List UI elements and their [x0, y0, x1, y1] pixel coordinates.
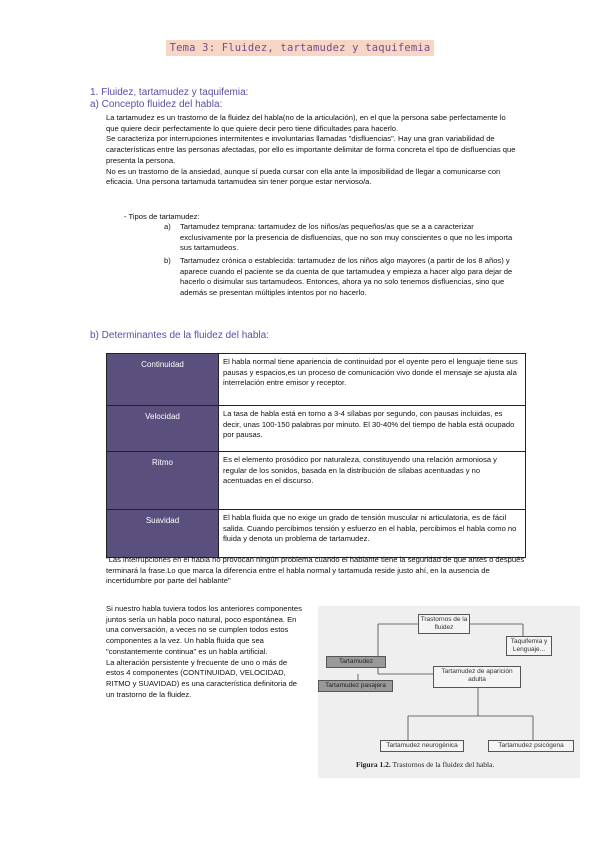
- table-value-cell: El habla normal tiene apariencia de continuidad por el oyente pero el lenguaje tiene sus pausas y espacios,es un proceso de comunicación vivo donde el mensaje se ajusta ala interrelación entre emisor y receptor.: [219, 354, 526, 406]
- table-row: [107, 354, 526, 406]
- section-heading-1b: b) Determinantes de la fluidez del habla:: [90, 330, 269, 341]
- figure-node-right: Taquifemia y Lenguaje...: [506, 636, 552, 656]
- figure-caption-number: Figura 1.2.: [356, 760, 391, 769]
- table-key-cell: Velocidad: [107, 406, 219, 452]
- title-wrap: [0, 38, 600, 56]
- components-paragraph: Si nuestro habla tuviera todos los anteriores componentes juntos sería un habla poco natural, poco espontánea. En una conversación, a veces no se cumplen todos estos componentes a la vez. Un habla fluida que sea "constantemente continua" es un habla artificial.: [106, 604, 302, 656]
- determinants-table: [106, 353, 526, 558]
- figure-node-stuttering: Tartamudez: [326, 656, 386, 668]
- table-key-cell: Ritmo: [107, 452, 219, 510]
- type-text: Tartamudez temprana: tartamudez de los niños/as pequeños/as que se a a caracterizar exclusivamente por la presencia de disfluencias, que no son muy conscientes o que no les importa sus tartamudeos.: [180, 222, 513, 252]
- figure-node-psychogenic: Tartamudez psicógena: [488, 740, 574, 752]
- table-row: [107, 452, 526, 510]
- type-label: a): [164, 222, 171, 231]
- intro-paragraph: Se caracteriza por interrupciones intermitentes e involuntarias llamadas "disfluencias". Hay una gran variabilidad de características entre las personas afectadas, por ello es importante delimitar de forma concreta el tipo de disfluencias que presenta la persona.: [106, 134, 516, 165]
- table-value-cell: Es el elemento prosódico por naturaleza, constituyendo una relación armoniosa y regular de los sonidos, basada en la distribución de sílabas acentuadas y no acentuadas en el discurso.: [219, 452, 526, 510]
- type-label: b): [164, 256, 171, 265]
- type-text: Tartamudez crónica o establecida: tartamudez de los niños algo mayores (a partir de los 8 años) y aparece cuando el paciente se da cuenta de que tartamudea y empieza a hacer algo para dejar de hacerlo o disimular sus tartamudeos. Entonces, ahora ya no solo tenemos disfluencias, sino que además se presentan múltiples intentos por no hacerlo.: [180, 256, 513, 297]
- section-heading-1: 1. Fluidez, tartamudez y taquifemia:: [90, 87, 249, 98]
- table-value-cell: El habla fluida que no exige un grado de tensión muscular ni articulatoria, es de fácil salida. Cuando percibimos tensión y esfuerzo en el habla, percibimos el habla como no fluida y denota un problema de tartamudez.: [219, 510, 526, 558]
- type-item-a: [164, 222, 514, 254]
- figure-node-adult-onset: Tartamudez de aparición adulta: [433, 666, 521, 688]
- quote-text: "Las interrupciones en el habla no provocan ningún problema cuando el hablante tiene la seguridad de que antes o después terminará la frase.Lo que marca la diferencia entre el habla normal y tartamuda reside justo ahí, en la ausencia de incertidumbre por parte del hablante": [106, 555, 525, 586]
- components-text: [106, 604, 306, 700]
- fluency-disorders-figure: [318, 606, 580, 778]
- figure-caption-text: Trastornos de la fluidez del habla.: [392, 760, 495, 769]
- intro-paragraph: La tartamudez es un trastorno de la fluidez del habla(no de la articulación), en el que la persona sabe perfectamente lo que quiere decir perfectamente lo que quiere decir pero tiene dificultades para hacerlo.: [106, 113, 506, 133]
- table-row: [107, 510, 526, 558]
- section-heading-1a: a) Concepto fluidez del habla:: [90, 99, 223, 110]
- figure-node-top: Trastornos de la fluidez: [418, 614, 470, 634]
- table-row: [107, 406, 526, 452]
- types-bullet: - Tipos de tartamudez:: [124, 212, 200, 221]
- intro-text: [106, 113, 516, 188]
- figure-node-neurogenic: Tartamudez neurogénica: [380, 740, 464, 752]
- figure-node-transient: Tartamudez pasajera: [318, 680, 393, 692]
- type-item-b: [164, 256, 514, 298]
- table-key-cell: Continuidad: [107, 354, 219, 406]
- table-value-cell: La tasa de habla está en torno a 3-4 sílabas por segundo, con pausas incluidas, es decir, unas 100-150 palabras por minuto. El 30-40% del tiempo de habla está ocupado por pausas.: [219, 406, 526, 452]
- page-title: Tema 3: Fluidez, tartamudez y taquifemia: [166, 40, 435, 56]
- intro-paragraph: No es un trastorno de la ansiedad, aunque sí pueda cursar con ella ante la imposibilidad de llegar a comunicarse con eficacia. Una persona tartamuda tartamudea sin tener porque estar nervioso/a.: [106, 166, 501, 187]
- table-key-cell: Suavidad: [107, 510, 219, 558]
- figure-caption: [356, 760, 494, 769]
- components-paragraph: La alteración persistente y frecuente de uno o más de estos 4 componentes (CONTINUIDAD, VELOCIDAD, RITMO y SUAVIDAD) es una característica definitoria de un trastorno de la fluidez.: [106, 657, 298, 699]
